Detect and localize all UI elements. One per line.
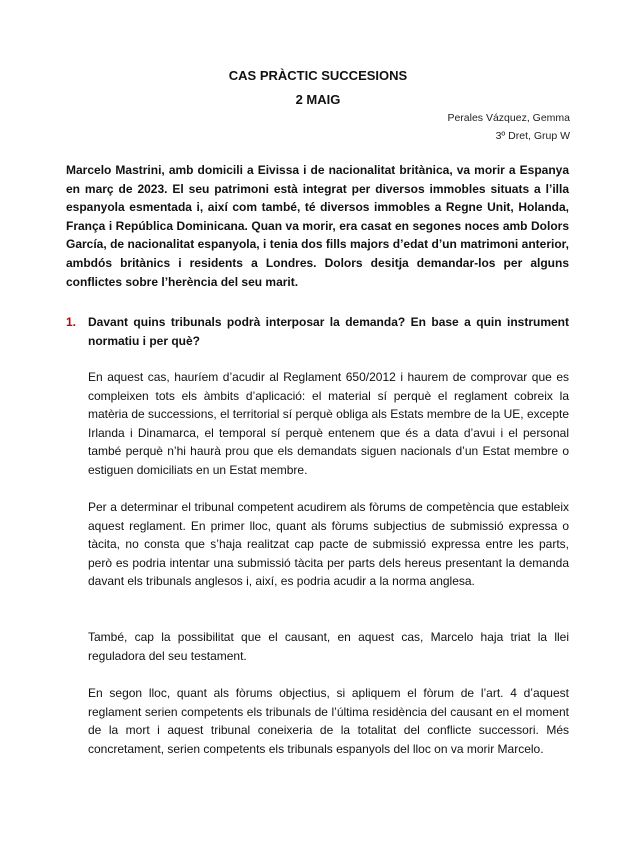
answer-paragraph-1: En aquest cas, hauríem d’acudir al Reglament 650/2012 i haurem de comprovar que es compleixen tots els àmbits d’aplicació: el material sí perquè el reglament cobreix la matèria de successions, el territorial sí perquè obliga als Estats membre de la UE, excepte Irlanda i Dinamarca, el temporal sí perquè entenem que és a data d’avui i el personal també perquè n’hi haurà prou que els demandats siguen nacionals d’un Estat membre o estiguen domiciliats en un Estat membre. — [88, 370, 569, 477]
document-date: 2 MAIG — [295, 92, 341, 107]
answer-paragraph-4: En segon lloc, quant als fòrums objectius, si apliquem el fòrum de l’art. 4 d’aquest reglament serien competents els tribunals de l’última residència del causant en el moment de la mort i aquest tribunal coneixeria de la totalitat del conflicte successori. Més concretament, serien competents els tribunals espanyols del lloc on va morir Marcelo. — [88, 686, 569, 756]
question-text: Davant quins tribunals podrà interposar la demanda? En base a quin instrument normatiu i per què? — [88, 315, 569, 348]
author-group: 3º Dret, Grup W — [495, 130, 570, 142]
case-statement: Marcelo Mastrini, amb domicili a Eivissa i de nacionalitat britànica, va morir a Espanya en març de 2023. El seu patrimoni està integrat per diversos immobles situats a l’illa espanyola esmentada i, així com també, té diversos immobles a Regne Unit, Holanda, França i República Dominicana. Quan va morir, era casat en segones noces amb Dolors García, de nacionalitat espanyola, i tenia dos fills majors d’edat d’un matrimoni anterior, ambdós britànics i residents a Londres. Dolors desitja demandar-los per alguns conflictes sobre l’herència del seu marit. — [66, 163, 569, 289]
author-name: Perales Vázquez, Gemma — [447, 112, 570, 124]
answer-paragraph-2: Per a determinar el tribunal competent acudirem als fòrums de competència que estableix aquest reglament. En primer lloc, quant als fòrums subjectius de submissió expressa o tàcita, no consta que s’haja realitzat cap pacte de submissió expressa entre les parts, però es podria intentar una submissió tàcita per parts dels hereus presentant la demanda davant els tribunals anglesos i, així, es podria acudir a la norma anglesa. — [88, 500, 569, 589]
answer-paragraph-3: També, cap la possibilitat que el causant, en aquest cas, Marcelo haja triat la llei reguladora del seu testament. — [88, 630, 569, 663]
document-title: CAS PRÀCTIC SUCCESIONS — [228, 68, 408, 83]
question-number: 1. — [66, 315, 77, 329]
